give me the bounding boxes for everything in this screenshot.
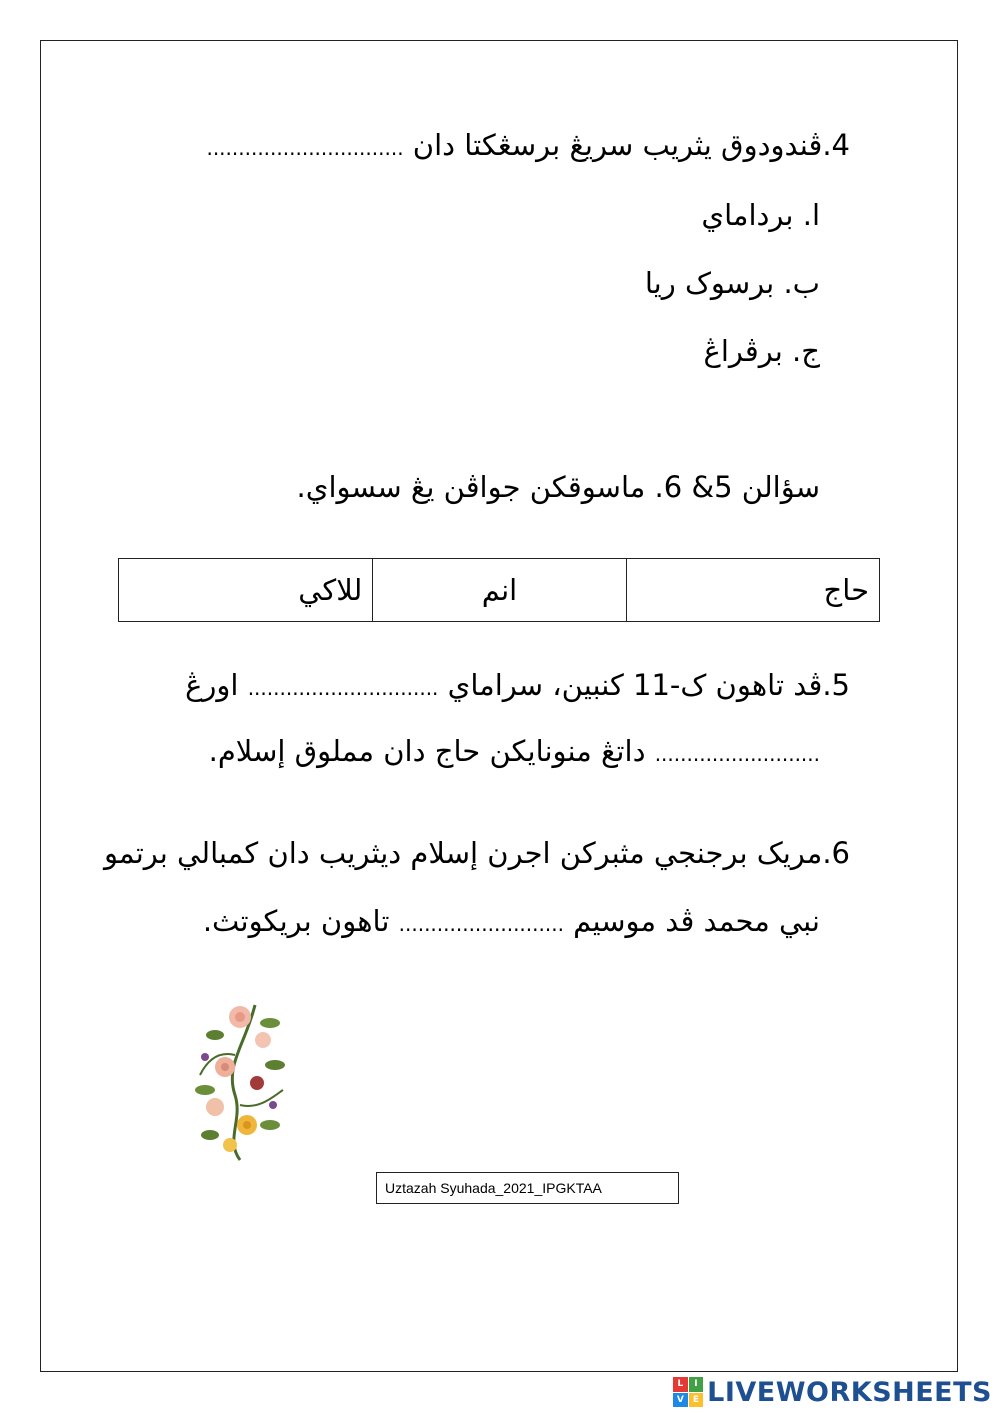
- credit-box: Uztazah Syuhada_2021_IPGKTAA: [376, 1172, 679, 1204]
- liveworksheets-brand: [673, 1375, 992, 1409]
- question-5-line1: [185, 668, 850, 703]
- option-a[interactable]: ا. برداماي: [701, 198, 820, 232]
- question-6-blank[interactable]: ..........................: [398, 912, 564, 936]
- answer-cell-enam[interactable]: انم: [373, 559, 626, 621]
- question-5-blank-2[interactable]: ..........................: [654, 742, 820, 766]
- question-4-text: 4.ڤندودوق يثريب سريڠ برسڠکتا دان: [412, 128, 850, 162]
- option-b[interactable]: ب. برسوک ريا: [644, 266, 820, 300]
- question-6-line2: [203, 904, 820, 939]
- question-5-end: اورڠ: [185, 668, 239, 702]
- q56-instruction: سؤالن 5& 6. ماسوقکن جواڤن يڠ سسواي.: [296, 470, 820, 504]
- liveworksheets-logo: [673, 1377, 703, 1407]
- question-5-line2: [209, 734, 820, 769]
- question-6-line1: 6.مريک برجنجي مثبرکن اجرن إسلام ديثريب دان کمبالي برتمو: [103, 836, 850, 870]
- question-4: [206, 128, 850, 163]
- answer-cell-haj[interactable]: حاج: [823, 573, 869, 607]
- answer-table: [118, 558, 880, 622]
- logo-tile-v: V: [673, 1393, 688, 1408]
- question-5-text: 5.ڤد تاهون ک-11 کنبين، سراماي: [447, 668, 850, 702]
- question-5-line2-text: داتڠ منونايکن حاج دان مملوق إسلام.: [208, 734, 646, 768]
- logo-tile-e: E: [689, 1393, 704, 1408]
- answer-cell-lelaki[interactable]: للاکي: [119, 559, 373, 621]
- question-5-blank-1[interactable]: ..............................: [247, 676, 439, 700]
- logo-tile-l: L: [673, 1377, 688, 1392]
- flower-illustration: [185, 995, 295, 1165]
- option-c[interactable]: ج. برڤراڠ: [703, 334, 820, 368]
- logo-tile-i: I: [689, 1377, 704, 1392]
- question-6-end: تاهون بريکوتث.: [202, 904, 390, 938]
- question-4-blank[interactable]: ...............................: [206, 136, 404, 160]
- question-6-line2-text: نبي محمد ڤد موسيم: [573, 904, 820, 938]
- brand-name: LIVEWORKSHEETS: [707, 1376, 992, 1408]
